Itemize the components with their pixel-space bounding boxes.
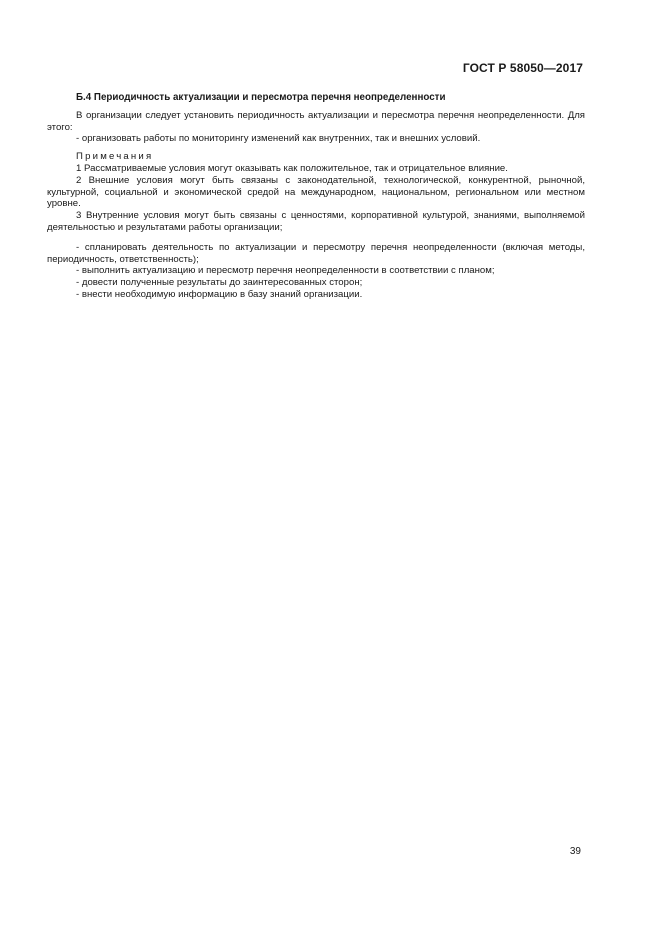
document-body xyxy=(47,92,585,301)
list-item-monitoring: - организовать работы по мониторингу изменений как внутренних, так и внешних условий. xyxy=(76,133,481,145)
note-2: 2 Внешние условия могут быть связаны с законодательной, технологической, конкурентной, рыночной, культурной, социальной и экономической средой на международном, национальном, региональном или местном уровне. xyxy=(47,174,585,210)
list-item-execute: - выполнить актуализацию и пересмотр перечня неопределенности в соответствии с планом; xyxy=(76,265,495,277)
intro-paragraph: В организации следует установить периодичность актуализации и пересмотра перечня неопределенности. Для этого: xyxy=(47,109,585,133)
list-item-plan: - спланировать деятельность по актуализации и пересмотру перечня неопределенности (включая методы, периодичность, ответственность); xyxy=(47,241,585,265)
note-3: 3 Внутренние условия могут быть связаны с ценностями, корпоративной культурой, знаниями, выполняемой деятельностью и результатами работы организации; xyxy=(47,210,585,233)
list-item-knowledge-base: - внести необходимую информацию в базу знаний организации. xyxy=(76,288,363,300)
notes-title: Примечания xyxy=(76,151,154,163)
document-code: ГОСТ Р 58050—2017 xyxy=(462,61,583,75)
section-heading: Б.4 Периодичность актуализации и пересмотра перечня неопределенности xyxy=(76,92,446,103)
note-1: 1 Рассматриваемые условия могут оказывать как положительное, так и отрицательное влияние. xyxy=(76,162,508,174)
page-number: 39 xyxy=(569,846,581,857)
list-item-communicate: - довести полученные результаты до заинтересованных сторон; xyxy=(76,277,363,289)
